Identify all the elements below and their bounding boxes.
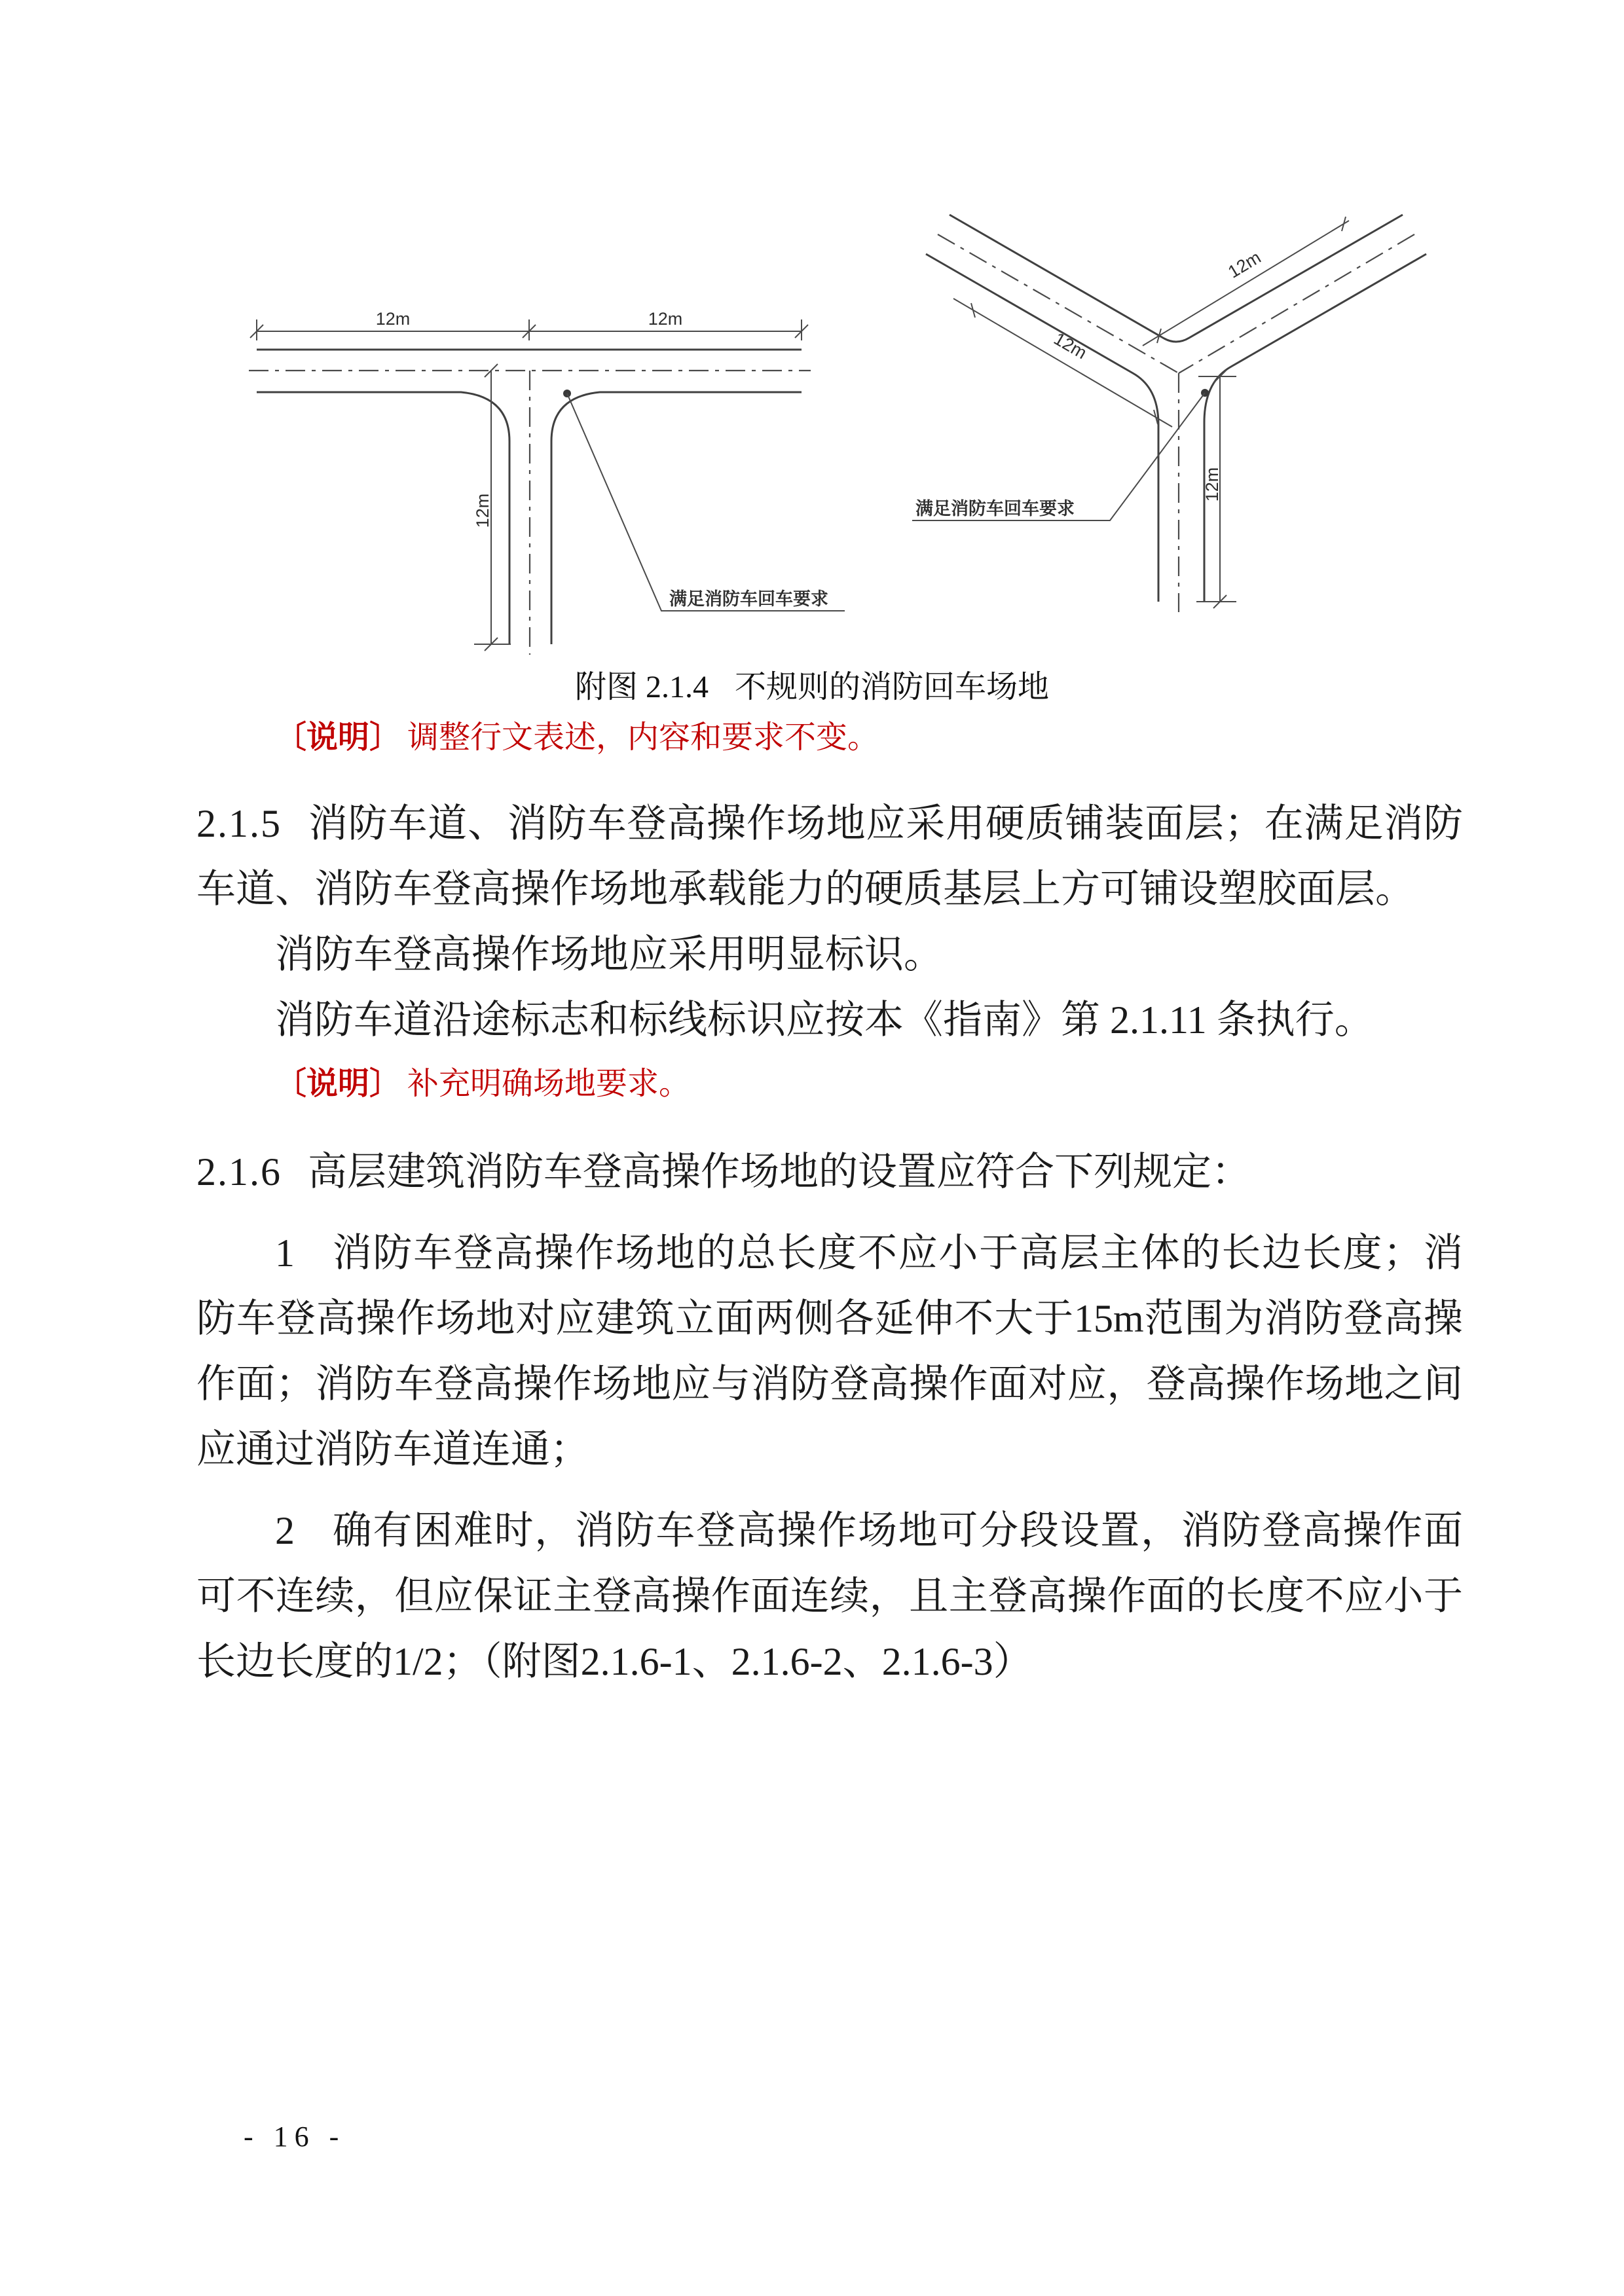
road-edge-upper [950, 215, 1403, 342]
clause-2.1.6-item-1 [196, 1220, 1463, 1482]
road-edge-left-lower [926, 254, 1158, 602]
item-text: 确有困难时，消防车登高操作场地可分段设置，消防登高操作面可不连续，但应保证主登高操作面连续，且主登高操作面的长度不应小于长边长度的1/2；（附图2.1.6-1、2.1.6-2、2.1.6-3） [196, 1509, 1463, 1683]
clause-2.1.5-p2: 消防车登高操作场地应采用明显标识。 [275, 933, 943, 976]
note-text: 补充明确场地要求。 [407, 1066, 691, 1101]
road-edge-right-lower [1204, 254, 1426, 602]
note-tag: 〔说明〕 [275, 1066, 401, 1101]
leader-label: 满足消防车回车要求 [915, 499, 1075, 519]
body-text [196, 791, 1463, 1694]
left-branch-dimension [953, 299, 1172, 427]
right-branch-dimension [1143, 217, 1349, 346]
dim-label: 12m [1202, 467, 1222, 502]
vertical-dimension-line [473, 364, 511, 651]
stem-dimension [1196, 370, 1236, 608]
t-junction-diagram [249, 309, 845, 655]
leader-annotation [912, 389, 1209, 520]
clause-2.1.5 [196, 791, 1463, 922]
figure-caption [0, 669, 1624, 706]
clause-2.1.5-note [275, 1053, 1463, 1116]
clause-2.1.6 [196, 1139, 1463, 1205]
branch-centerline-left [938, 234, 1179, 373]
item-text: 消防车登高操作场地的总长度不应小于高层主体的长边长度；消防车登高操作场地对应建筑立面两侧各延伸不大于15m范围为消防登高操作面；消防车登高操作场地应与消防登高操作面对应，登高操作场地之间应通过消防车道连通； [196, 1231, 1463, 1471]
page-number: - 16 - [244, 2121, 346, 2153]
dim-label: 12m [648, 309, 683, 329]
leader-label: 满足消防车回车要求 [669, 589, 828, 609]
clause-heading: 高层建筑消防车登高操作场地的设置应符合下列规定： [308, 1150, 1251, 1194]
figure-caption-number: 附图 2.1.4 [574, 670, 709, 704]
dim-label: 12m [1225, 247, 1264, 282]
road-edge-bottom-left [257, 392, 509, 644]
note-text: 调整行文表述，内容和要求不变。 [407, 720, 879, 755]
item-number: 1 [275, 1231, 295, 1275]
clause-text: 消防车道、消防车登高操作场地应采用硬质铺装面层；在满足消防车道、消防车登高操作场地承载能力的硬质基层上方可铺设塑胶面层。 [196, 802, 1463, 911]
clause-2.1.6-item-2 [196, 1498, 1463, 1694]
note-tag: 〔说明〕 [275, 720, 401, 755]
clause-2.1.5-p3: 消防车道沿途标志和标线标识应按本《指南》第 2.1.11 条执行。 [275, 998, 1374, 1042]
branch-centerline-right [1179, 234, 1414, 373]
dim-label: 12m [375, 309, 411, 329]
dim-label: 12m [1050, 329, 1090, 363]
leader-annotation [563, 390, 845, 611]
clause-number: 2.1.6 [196, 1150, 282, 1194]
item-number: 2 [275, 1509, 295, 1552]
clause-number: 2.1.5 [196, 802, 282, 845]
figure-note [275, 719, 879, 757]
figure-caption-title: 不规则的消防回车场地 [735, 670, 1050, 704]
figure-2.1.4-diagrams [0, 0, 1624, 661]
dim-label: 12m [473, 493, 492, 528]
horizontal-dimension-line [250, 309, 808, 340]
y-junction-diagram [912, 215, 1426, 612]
